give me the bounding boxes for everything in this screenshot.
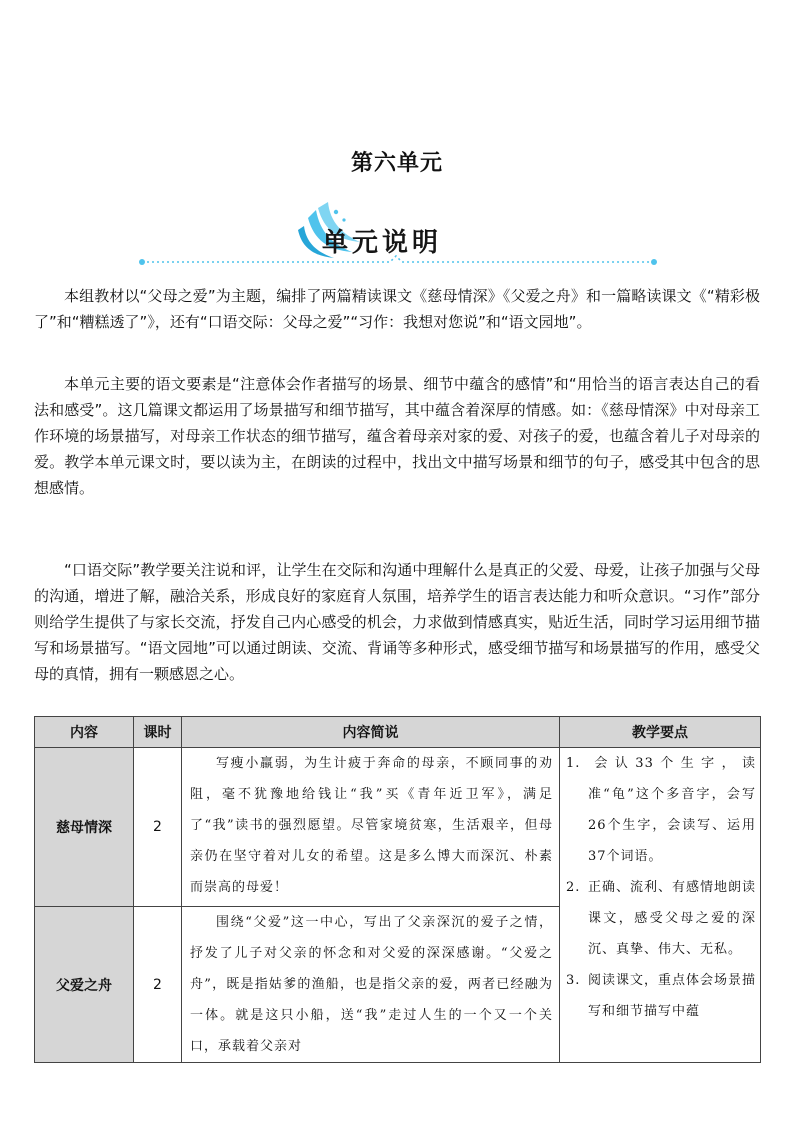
header-summary: 内容简说 (182, 717, 560, 748)
lesson-hours: 2 (134, 907, 182, 1063)
lesson-name: 父爱之舟 (35, 907, 134, 1063)
teaching-points (560, 748, 761, 1063)
section-banner-label: 单元说明 (322, 228, 443, 258)
teaching-point: 3. 阅读课文，重点体会场景描写和细节描写中蕴 (566, 973, 757, 1019)
header-points: 教学要点 (560, 717, 761, 748)
teaching-point: 2. 正确、流利、有感情地朗读课文，感受父母之爱的深沉、真挚、伟大、无私。 (566, 880, 757, 957)
lesson-summary: 写瘦小羸弱，为生计疲于奔命的母亲，不顾同事的劝阻，毫不犹豫地给钱让“我”买《青年近卫军》，满足了“我”读书的强烈愿望。尽管家境贫寒，生活艰辛，但母亲仍在坚守着对儿女的希望。这是多么博大而深沉、朴素而崇高的母爱！ (182, 748, 560, 907)
banner-left-dot (139, 259, 145, 265)
lesson-table (34, 716, 761, 1063)
page-title: 第六单元 (350, 151, 443, 176)
lesson-hours: 2 (134, 748, 182, 907)
banner-right-dot (651, 259, 657, 265)
header-hours: 课时 (134, 717, 182, 748)
lesson-summary: 围绕“父爱”这一中心，写出了父亲深沉的爱子之情，抒发了儿子对父亲的怀念和对父爱的深深感谢。“父爱之舟”，既是指姑爹的渔船，也是指父亲的爱，两者已经融为一体。就是这只小船，送“我”走过人生的一个又一个关口，承载着父亲对 (182, 907, 560, 1063)
table-row (35, 748, 761, 907)
intro-paragraph-2: 本单元主要的语文要素是“注意体会作者描写的场景、细节中蕴含的感情”和“用恰当的语言表达自己的看法和感受”。这几篇课文都运用了场景描写和细节描写，其中蕴含着深厚的情感。如：《慈母情深》中对母亲工作环境的场景描写，对母亲工作状态的细节描写，蕴含着母亲对家的爱、对孩子的爱，也蕴含着儿子对母亲的爱。教学本单元课文时，要以读为主，在朗读的过程中，找出文中描写场景和细节的句子，感受其中包含的思想感情。 (34, 375, 760, 497)
intro-paragraph-1: 本组教材以“父母之爱”为主题，编排了两篇精读课文《慈母情深》《父爱之舟》和一篇略读课文《“精彩极了”和“糟糕透了”》，还有“口语交际：父母之爱”“习作：我想对您说”和“语文园地”。 (34, 287, 760, 331)
teaching-point: 1. 会认33个生字，读准“龟”这个多音字，会写26个生字，会读写、运用37个词语。 (566, 756, 756, 864)
header-content: 内容 (35, 717, 134, 748)
table-header-row (35, 717, 761, 748)
lesson-name: 慈母情深 (35, 748, 134, 907)
intro-paragraph-3: “口语交际”教学要关注说和评，让学生在交际和沟通中理解什么是真正的父爱、母爱，让孩子加强与父母的沟通，增进了解，融洽关系，形成良好的家庭育人氛围，培养学生的语言表达能力和听众意识。“习作”部分则给学生提供了与家长交流，抒发自己内心感受的机会，力求做到情感真实，贴近生活，同时学习运用细节描写和场景描写。“语文园地”可以通过朗读、交流、背诵等多种形式，感受细节描写和场景描写的作用，感受父母的真情，拥有一颗感恩之心。 (34, 561, 760, 683)
